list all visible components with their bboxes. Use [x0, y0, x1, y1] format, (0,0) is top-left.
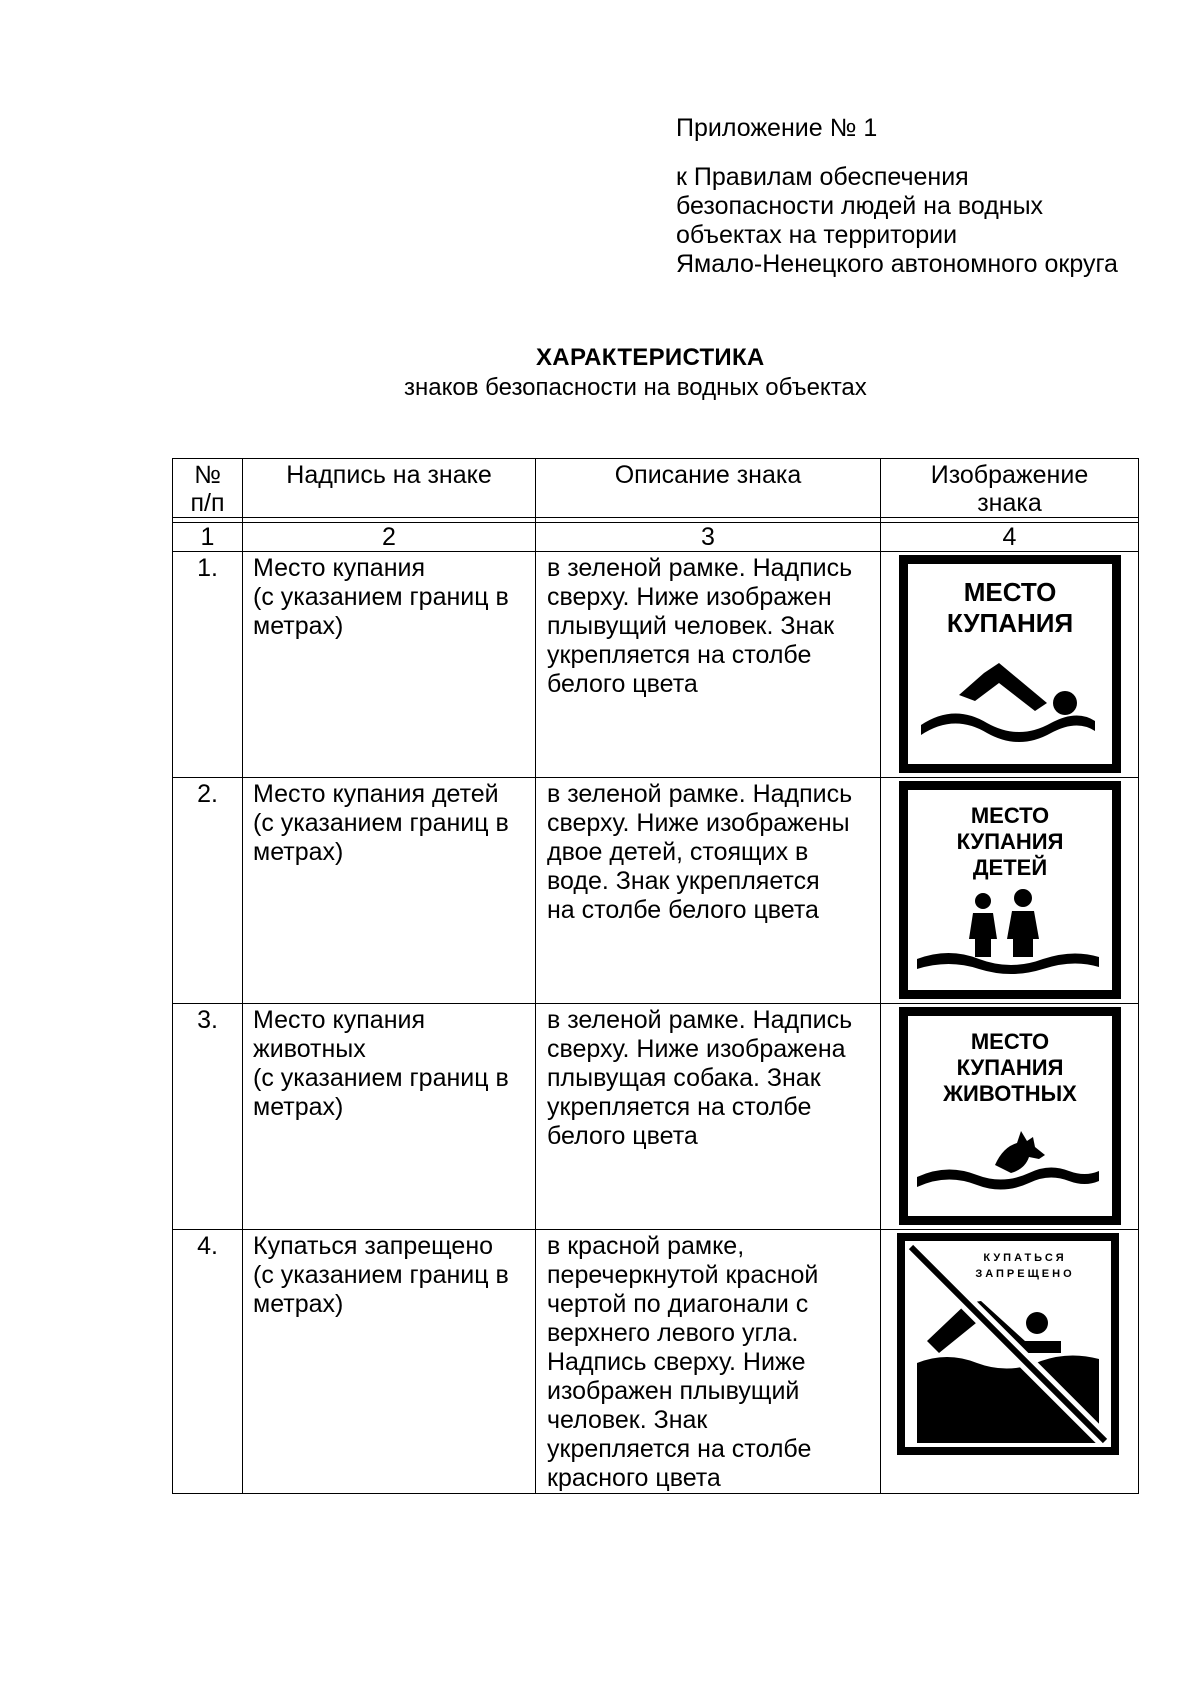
sign-label-line: метрах)	[253, 1093, 344, 1121]
sign-text-line: МЕСТО	[970, 803, 1050, 828]
sign-text-line: ЗАПРЕЩЕНО	[975, 1268, 1075, 1280]
table-row	[173, 1004, 1139, 1230]
sign-description-line: сверху. Ниже изображены	[547, 809, 850, 837]
row-number: 3.	[173, 1004, 243, 1230]
sign-label-line: животных	[253, 1035, 366, 1063]
sign-label-line: метрах)	[253, 838, 344, 866]
appendix-block	[676, 114, 1156, 279]
sign-description	[536, 1230, 881, 1494]
sign-label-line: (с указанием границ в	[253, 1064, 509, 1092]
sign-animals-bathing-place	[899, 1007, 1121, 1225]
table-header-row	[173, 459, 1139, 518]
sign-image-cell	[881, 778, 1139, 1004]
row-number: 2.	[173, 778, 243, 1004]
sign-description	[536, 552, 881, 778]
sign-description-line: плывущая собака. Знак	[547, 1064, 821, 1092]
sign-description-line: в зеленой рамке. Надпись	[547, 780, 853, 808]
sign-description-line: на столбе белого цвета	[547, 896, 819, 924]
sign-text-line: МЕСТО	[970, 1029, 1050, 1054]
table-row	[173, 1230, 1139, 1494]
sign-label	[243, 1004, 536, 1230]
sign-label-line: (с указанием границ в	[253, 583, 509, 611]
sign-label-line: метрах)	[253, 1290, 344, 1318]
sign-swimming-prohibited	[897, 1233, 1119, 1455]
appendix-ref-line-2: безопасности людей на водных	[676, 192, 1044, 220]
row-number: 1.	[173, 552, 243, 778]
sign-description-line: белого цвета	[547, 1122, 698, 1150]
sign-description-line: плывущий человек. Знак	[547, 612, 835, 640]
sign-label-line: (с указанием границ в	[253, 809, 509, 837]
sign-label-line: Место купания детей	[253, 780, 499, 808]
sign-label-line: (с указанием границ в	[253, 1261, 509, 1289]
sign-label-line: Место купания	[253, 554, 425, 582]
sign-text-line: КУПАТЬСЯ	[983, 1252, 1067, 1264]
sign-image-cell	[881, 552, 1139, 778]
sign-text-line: ДЕТЕЙ	[972, 855, 1048, 880]
sign-text-line: ЖИВОТНЫХ	[943, 1081, 1077, 1106]
sign-description	[536, 778, 881, 1004]
appendix-ref-line-3: объектах на территории	[676, 221, 958, 249]
sign-label-line: метрах)	[253, 612, 344, 640]
sign-description-line: сверху. Ниже изображена	[547, 1035, 846, 1063]
sign-label-line: Купаться запрещено	[253, 1232, 494, 1260]
sign-description-line: красного цвета	[547, 1464, 721, 1492]
header-label: Надпись на знаке	[243, 459, 536, 518]
sign-description-line: укрепляется на столбе	[547, 641, 812, 669]
sign-description-line: воде. Знак укрепляется	[547, 867, 820, 895]
sign-description-line: в зеленой рамке. Надпись	[547, 554, 853, 582]
table-row	[173, 552, 1139, 778]
document-subtitle: знаков безопасности на водных объектах	[404, 374, 867, 401]
sign-description-line: Надпись сверху. Ниже	[547, 1348, 806, 1376]
sign-label	[243, 552, 536, 778]
sign-image-cell	[881, 1004, 1139, 1230]
sign-description-line: перечеркнутой красной	[547, 1261, 819, 1289]
header-number	[173, 459, 243, 518]
document-title: ХАРАКТЕРИСТИКА	[536, 344, 765, 371]
header-image-line-1: Изображение	[930, 461, 1089, 489]
signs-table	[172, 458, 1139, 1494]
sign-description-line: изображен плывущий	[547, 1377, 800, 1405]
column-number: 1	[173, 523, 243, 552]
sign-description-line: в зеленой рамке. Надпись	[547, 1006, 853, 1034]
sign-label-line: Место купания	[253, 1006, 425, 1034]
sign-description-line: чертой по диагонали с	[547, 1290, 809, 1318]
sign-bathing-place	[899, 555, 1121, 773]
sign-description-line: верхнего левого угла.	[547, 1319, 799, 1347]
header-number-line-1: №	[194, 461, 221, 489]
appendix-ref-line-4: Ямало-Ненецкого автономного округа	[676, 250, 1118, 278]
sign-text-line: КУПАНИЯ	[946, 608, 1074, 638]
sign-children-bathing-place	[899, 781, 1121, 999]
sign-description-line: сверху. Ниже изображен	[547, 583, 832, 611]
column-number: 2	[243, 523, 536, 552]
column-number: 3	[536, 523, 881, 552]
sign-label	[243, 1230, 536, 1494]
sign-description	[536, 1004, 881, 1230]
header-description: Описание знака	[536, 459, 881, 518]
appendix-number: Приложение № 1	[676, 114, 878, 142]
sign-text-line: КУПАНИЯ	[956, 1055, 1064, 1080]
column-number: 4	[881, 523, 1139, 552]
header-image-line-2: знака	[977, 489, 1042, 517]
sign-description-line: белого цвета	[547, 670, 698, 698]
sign-image-cell	[881, 1230, 1139, 1494]
header-image	[881, 459, 1139, 518]
column-numbers-row	[173, 523, 1139, 552]
sign-description-line: укрепляется на столбе	[547, 1435, 812, 1463]
sign-description-line: двое детей, стоящих в	[547, 838, 809, 866]
sign-text-line: МЕСТО	[963, 577, 1057, 607]
row-number: 4.	[173, 1230, 243, 1494]
appendix-ref-line-1: к Правилам обеспечения	[676, 163, 969, 191]
header-number-line-2: п/п	[190, 489, 225, 517]
sign-text-line: КУПАНИЯ	[956, 829, 1064, 854]
sign-description-line: в красной рамке,	[547, 1232, 745, 1260]
table-row	[173, 778, 1139, 1004]
sign-description-line: укрепляется на столбе	[547, 1093, 812, 1121]
sign-label	[243, 778, 536, 1004]
sign-description-line: человек. Знак	[547, 1406, 708, 1434]
